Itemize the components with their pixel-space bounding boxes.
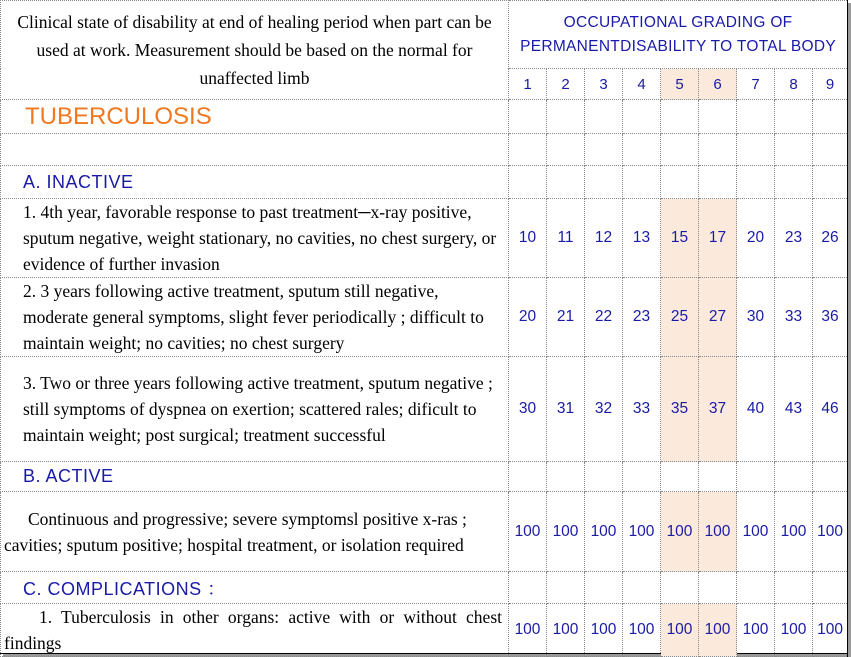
- grade-value: 100: [585, 604, 623, 657]
- table-row: [1, 199, 848, 278]
- grade-value: 100: [509, 604, 547, 657]
- grade-value: 100: [547, 492, 585, 572]
- grade-value: 30: [509, 357, 547, 462]
- section-label-complications: C. COMPLICATIONS ：: [1, 572, 509, 604]
- grade-value: 100: [699, 604, 737, 657]
- grade-value: 30: [737, 278, 775, 357]
- grade-value: 26: [813, 199, 848, 278]
- column-header-2: 2: [547, 69, 585, 100]
- grade-value: 100: [623, 492, 661, 572]
- grade-value: 37: [699, 357, 737, 462]
- column-header-6: 6: [699, 69, 737, 100]
- section-header-complications: [1, 572, 848, 604]
- grade-value: 22: [585, 278, 623, 357]
- table-row: [1, 492, 848, 572]
- table-row: [1, 278, 848, 357]
- column-header-8: 8: [775, 69, 813, 100]
- grade-value: 11: [547, 199, 585, 278]
- clinical-state-header: Clinical state of disability at end of healing period when part can be used at work. Measurement should be based on the normal for unaffected limb: [1, 1, 509, 100]
- table-row: [1, 357, 848, 462]
- grade-value: 36: [813, 278, 848, 357]
- column-header-1: 1: [509, 69, 547, 100]
- grade-value: 12: [585, 199, 623, 278]
- column-header-5: 5: [661, 69, 699, 100]
- grade-value: 15: [661, 199, 699, 278]
- grade-value: 10: [509, 199, 547, 278]
- grade-value: 35: [661, 357, 699, 462]
- grade-value: 23: [775, 199, 813, 278]
- grade-value: 100: [737, 492, 775, 572]
- grade-value: 17: [699, 199, 737, 278]
- column-header-7: 7: [737, 69, 775, 100]
- section-title: TUBERCULOSIS: [1, 100, 509, 134]
- section-label-inactive: A. INACTIVE: [1, 166, 509, 199]
- title-row: [1, 100, 848, 134]
- grade-value: 100: [661, 604, 699, 657]
- grade-value: 100: [623, 604, 661, 657]
- grade-value: 46: [813, 357, 848, 462]
- section-header-active: [1, 462, 848, 492]
- row-description: 1. Tuberculosis in other organs: active with or without chest findings: [1, 604, 509, 657]
- section-header-inactive: [1, 166, 848, 199]
- grade-value: 100: [813, 604, 848, 657]
- section-label-active: B. ACTIVE: [1, 462, 509, 492]
- grade-value: 33: [775, 278, 813, 357]
- grade-value: 21: [547, 278, 585, 357]
- blank-row: [1, 134, 848, 166]
- grade-value: 13: [623, 199, 661, 278]
- grade-value: 100: [509, 492, 547, 572]
- grade-value: 31: [547, 357, 585, 462]
- grade-value: 40: [737, 357, 775, 462]
- row-description: 1. 4th year, favorable response to past treatment─x-ray positive, sputum negative, weight stationary, no cavities, no chest surgery, or evidence of further invasion: [1, 199, 509, 278]
- grade-value: 100: [775, 492, 813, 572]
- grade-value: 100: [775, 604, 813, 657]
- grade-value: 25: [661, 278, 699, 357]
- grade-value: 32: [585, 357, 623, 462]
- grade-value: 43: [775, 357, 813, 462]
- grade-value: 100: [813, 492, 848, 572]
- header-row: [1, 1, 848, 69]
- row-description: 2. 3 years following active treatment, sputum still negative, moderate general symptoms, slight fever periodically ; difficult to maintain weight; no cavities; no chest surgery: [1, 278, 509, 357]
- grade-value: 100: [737, 604, 775, 657]
- row-description: 3. Two or three years following active treatment, sputum negative ; still symptoms of dyspnea on exertion; scattered rales; dificult to maintain weight; post surgical; treatment successful: [1, 357, 509, 462]
- grade-value: 20: [737, 199, 775, 278]
- occupational-grading-title: OCCUPATIONAL GRADING OF PERMANENTDISABILITY TO TOTAL BODY: [509, 1, 848, 69]
- grade-value: 100: [585, 492, 623, 572]
- table-row: [1, 604, 848, 657]
- grade-value: 33: [623, 357, 661, 462]
- grade-value: 100: [699, 492, 737, 572]
- column-header-9: 9: [813, 69, 848, 100]
- grade-value: 100: [661, 492, 699, 572]
- grade-value: 100: [547, 604, 585, 657]
- grade-value: 20: [509, 278, 547, 357]
- grade-value: 23: [623, 278, 661, 357]
- column-header-3: 3: [585, 69, 623, 100]
- column-header-4: 4: [623, 69, 661, 100]
- grade-value: 27: [699, 278, 737, 357]
- row-description: Continuous and progressive; severe symptomsl positive x-ras ; cavities; sputum positive; hospital treatment, or isolation required: [1, 492, 509, 572]
